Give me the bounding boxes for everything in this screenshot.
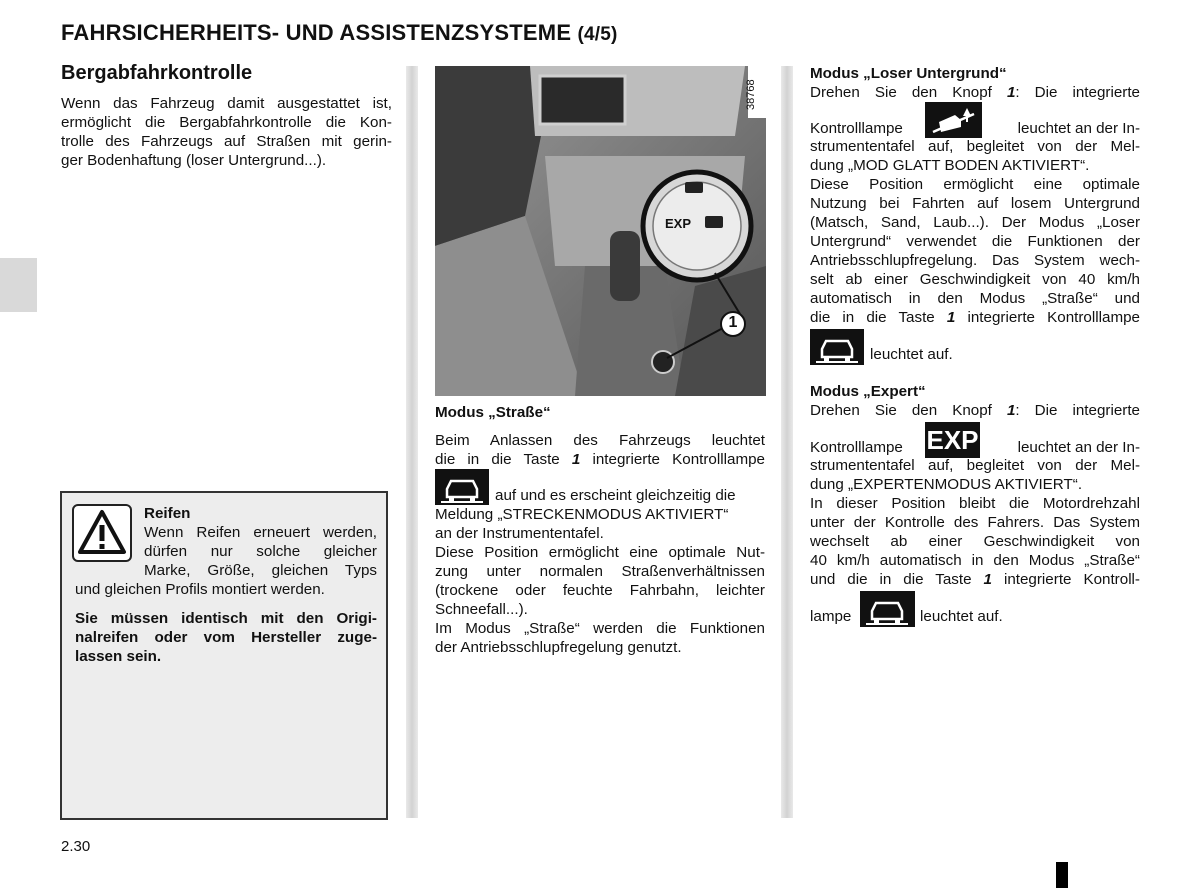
warning-title: Reifen	[144, 505, 191, 522]
page-edge-marker	[1056, 862, 1068, 888]
road-mode-paragraph-1	[435, 431, 765, 469]
text-line: (trockene oder feuchte Fahrbahn, leichter	[435, 582, 765, 599]
text-line: Kontrolllampe	[810, 439, 903, 456]
text-line: leuchtet an der In-	[1017, 439, 1140, 456]
warning-bold-text	[75, 609, 377, 666]
text-line: leuchtet an der In-	[1017, 120, 1140, 137]
text-line: leuchtet auf.	[920, 608, 1003, 625]
expert-mode-paragraph	[810, 456, 1140, 589]
road-mode-paragraph-1-cont	[435, 505, 765, 657]
text-line: Drehen Sie den Knopf 1: Die integrierte	[810, 402, 1141, 419]
road-mode-heading: Modus „Straße“	[435, 404, 551, 421]
text-line: (Matsch, Sand, Laub...). Der Modus „Loser	[810, 214, 1140, 231]
text-line: leuchtet auf.	[870, 346, 953, 363]
text-line: Schneefall...).	[435, 601, 528, 618]
callout-number: 1	[728, 314, 738, 331]
text-line: selt ab einer Geschwindigkeit von 40 km/h	[810, 271, 1140, 288]
warning-continuation	[75, 580, 377, 599]
intro-paragraph	[61, 94, 392, 170]
expert-indicator-icon: EXP	[925, 422, 980, 458]
chapter-tab	[0, 258, 37, 312]
road-mode-indicator-icon	[860, 591, 915, 627]
section-heading-hill-descent: Bergabfahrkontrolle	[61, 62, 253, 84]
text-line: Im Modus „Straße“ werden die Funktionen	[435, 620, 765, 637]
text-line: dung „MOD GLATT BODEN AKTIVIERT“.	[810, 157, 1090, 174]
column-separator-2	[781, 66, 793, 818]
page-number: 2.30	[61, 838, 91, 855]
text-line: In dieser Position bleibt die Motordrehzahl	[810, 495, 1140, 512]
loose-ground-indicator-icon	[925, 102, 982, 138]
text-line: die in die Taste 1 integrierte Kontrolllampe	[435, 451, 765, 468]
text-line: unter der Kontrolle des Fahrers. Das System	[810, 514, 1140, 531]
title-text: FAHRSICHERHEITS- UND ASSISTENZSYSTEME	[61, 20, 572, 45]
text-line: Untergrund“ verwendet die Funktionen der	[810, 233, 1140, 250]
intro-line: trolle des Fahrzeugs auf Straßen mit gerin-	[61, 133, 392, 150]
text-line: wechselt ab einer Geschwindigkeit von	[810, 533, 1140, 550]
text-line: automatisch in den Modus „Straße“ und	[810, 290, 1140, 307]
text-line: 40 km/h automatisch in den Modus „Straße“	[810, 552, 1140, 569]
text-line: Diese Position ermöglicht eine optimale	[810, 176, 1140, 193]
text-line: Drehen Sie den Knopf 1: Die integrierte	[810, 84, 1141, 101]
page-title	[61, 20, 618, 46]
text-line: Kontrolllampe	[810, 120, 903, 137]
warning-triangle-icon	[72, 504, 132, 562]
title-part: (4/5)	[577, 24, 618, 45]
road-mode-indicator-icon	[810, 329, 864, 365]
warning-header-block	[144, 504, 377, 580]
text-line: dung „EXPERTENMODUS AKTIVIERT“.	[810, 476, 1083, 493]
text-line: lampe	[810, 608, 852, 625]
figure-ref-number: 38768	[745, 79, 757, 110]
tyre-warning-box	[60, 491, 388, 820]
text-line: Meldung „STRECKENMODUS AKTIVIERT“	[435, 506, 729, 523]
text-line: auf und es erscheint gleichzeitig die	[495, 487, 736, 504]
warning-bold-line: nalreifen oder vom Hersteller zuge-	[75, 629, 377, 646]
loose-mode-paragraph	[810, 137, 1140, 327]
exp-label: EXP	[665, 216, 692, 231]
loose-mode-heading: Modus „Loser Untergrund“	[810, 65, 1007, 82]
text-line: an der Instrumententafel.	[435, 525, 604, 542]
warning-line: Marke, Größe, gleichen Typs	[144, 562, 377, 579]
warning-line: und gleichen Profils montiert werden.	[75, 581, 325, 598]
warning-line: Wenn Reifen erneuert werden,	[144, 524, 377, 541]
warning-bold-line: Sie müssen identisch mit den Origi-	[75, 610, 377, 627]
warning-line: dürfen nur solche gleicher	[144, 543, 377, 560]
intro-line: Wenn das Fahrzeug damit ausgestattet ist,	[61, 95, 392, 112]
warning-bold-line: lassen sein.	[75, 648, 162, 665]
dashboard-photo	[435, 66, 766, 396]
text-line: Antriebsschlupfregelung. Das System wech-	[810, 252, 1140, 269]
road-mode-indicator-icon	[435, 469, 489, 505]
text-line: strumententafel auf, begleitet von der Mel-	[810, 457, 1140, 474]
text-line: Beim Anlassen des Fahrzeugs leuchtet	[435, 432, 765, 449]
text-line: die in die Taste 1 integrierte Kontrolllampe	[810, 309, 1140, 326]
column-separator-1	[406, 66, 418, 818]
intro-line: ger Bodenhaftung (loser Untergrund...).	[61, 152, 327, 169]
text-line: Nutzung bei Fahrten auf losem Untergrund	[810, 195, 1140, 212]
text-line: und die in die Taste 1 integrierte Kontroll-	[810, 571, 1140, 588]
text-line: strumententafel auf, begleitet von der Mel-	[810, 138, 1140, 155]
expert-mode-heading: Modus „Expert“	[810, 383, 926, 400]
intro-line: ermöglicht die Bergabfahrkontrolle die Kon-	[61, 114, 392, 131]
text-line: zung unter normalen Straßenverhältnissen	[435, 563, 765, 580]
text-line: Diese Position ermöglicht eine optimale Nut-	[435, 544, 765, 561]
text-line: der Antriebsschlupfregelung genutzt.	[435, 639, 682, 656]
